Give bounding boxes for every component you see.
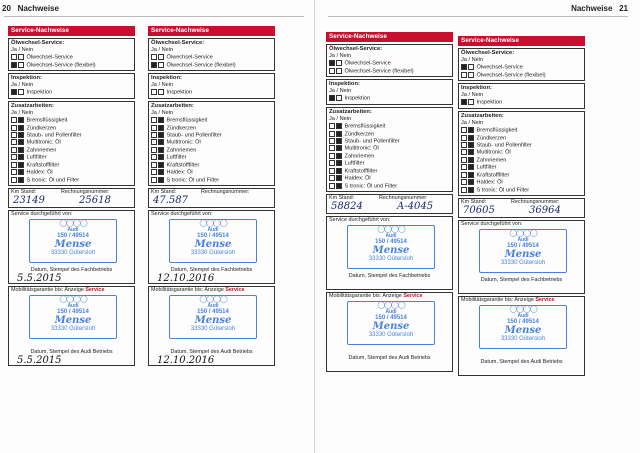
checkbox[interactable] [18,139,24,145]
option-row: Staub- und Pollenfilter [151,132,272,139]
audi-rings-icon: ◯◯◯◯ [59,220,87,228]
checkbox[interactable] [336,60,342,66]
checkbox[interactable] [151,162,157,168]
option-row: Inspektion [329,95,450,102]
mobility-stamp-box: Mobilitätsgarantie bis: Anzeige Service ◯◯◯◯ Audi 150 / 49514 Mense 33330 Gütersloh Datum, Stempel des Audi Betriebs 12.10.2016 [148,286,275,366]
option-row: Zündkerzen [151,125,272,132]
checkbox[interactable] [461,64,467,70]
checkbox[interactable] [151,125,157,131]
option-row: Haldex: Öl [329,175,450,182]
option-row: Haldex: Öl [461,179,582,186]
oil-section: Ölwechsel-Service: Ja / Nein Ölwechsel-Service Ölwechsel-Service (flexibel) [148,38,275,71]
option-row: Multitronic: Öl [329,145,450,152]
handwritten-date: 12.10.2016 [157,354,215,366]
option-row: Kraftstofffilter [329,168,450,175]
checkbox[interactable] [158,177,164,183]
checkbox[interactable] [329,60,335,66]
checkbox[interactable] [18,169,24,175]
checkbox[interactable] [468,135,474,141]
checkbox[interactable] [329,131,335,137]
checkbox[interactable] [11,154,17,160]
service-card [458,36,585,376]
option-row: Ölwechsel-Service [329,60,450,67]
inspection-section: Inspektion: Ja / Nein Inspektion [458,83,585,109]
option-row: Zahnriemen [151,147,272,154]
dealer-stamp: ◯◯◯◯ Audi 150 / 49514 Mense 33330 Gütersloh [169,295,257,339]
audi-rings-icon: ◯◯◯◯ [509,306,537,314]
invoice-value: A-4045 [397,201,434,213]
checkbox[interactable] [11,62,17,68]
checkbox[interactable] [158,169,164,175]
checkbox[interactable] [461,164,467,170]
option-row: Luftfilter [329,160,450,167]
checkbox[interactable] [329,160,335,166]
checkbox[interactable] [461,142,467,148]
invoice-value: 36964 [529,205,561,217]
option-row: Zündkerzen [461,135,582,142]
option-row: Kraftstofffilter [11,162,132,169]
option-row: Zündkerzen [329,131,450,138]
option-row: S tronic: Öl und Filter [11,177,132,184]
km-value: 70605 [463,205,495,217]
checkbox[interactable] [468,172,474,178]
checkbox[interactable] [468,64,474,70]
checkbox[interactable] [329,153,335,159]
section-heading: Inspektion: [461,85,492,92]
checkbox[interactable] [336,175,342,181]
km-invoice-box: Km Stand: Rechnungsnummer: 70605 36964 [458,198,585,218]
checkbox[interactable] [468,187,474,193]
inspection-section: Inspektion: Ja / Nein Inspektion [8,73,135,99]
option-row: Kraftstofffilter [151,162,272,169]
checkbox[interactable] [461,135,467,141]
checkbox[interactable] [158,139,164,145]
checkbox[interactable] [158,62,164,68]
checkbox[interactable] [329,123,335,129]
right-page-header [571,4,628,13]
option-row: Staub- und Pollenfilter [329,138,450,145]
km-value: 47.587 [153,195,188,207]
section-heading: Inspektion: [329,81,360,88]
handwritten-date: 12.10.2016 [157,272,215,284]
option-row: Ölwechsel-Service [151,54,272,61]
section-heading: Ölwechsel-Service: [461,50,515,56]
km-value: 23149 [13,195,45,207]
option-row: Zündkerzen [11,125,132,132]
checkbox[interactable] [336,183,342,189]
option-row: Bremsflüssigkeit [329,123,450,130]
left-page-header [2,4,59,13]
option-row: Bremsflüssigkeit [151,117,272,124]
checkbox[interactable] [336,95,342,101]
dealer-stamp: ◯◯◯◯ Audi 150 / 49514 Mense 33330 Gütersloh [479,229,567,273]
checkbox[interactable] [18,62,24,68]
checkbox[interactable] [11,162,17,168]
checkbox[interactable] [151,154,157,160]
checkbox[interactable] [11,139,17,145]
option-row: Ölwechsel-Service (flexibel) [329,68,450,75]
checkbox[interactable] [336,153,342,159]
checkbox[interactable] [461,72,467,78]
section-heading: Zusatzarbeiten: [11,102,54,109]
option-row: Inspektion [11,89,132,96]
audi-rings-icon: ◯◯◯◯ [59,296,87,304]
checkbox[interactable] [11,54,17,60]
checkbox[interactable] [11,169,17,175]
checkbox[interactable] [468,157,474,163]
card-title: Service-Nachweise [326,32,453,42]
card-title: Service-Nachweise [148,26,275,36]
checkbox[interactable] [468,127,474,133]
audi-rings-icon: ◯◯◯◯ [509,230,537,238]
checkbox[interactable] [151,147,157,153]
option-row: S tronic: Öl und Filter [151,177,272,184]
checkbox[interactable] [151,117,157,123]
checkbox[interactable] [11,117,17,123]
checkbox[interactable] [158,54,164,60]
section-heading: Zusatzarbeiten: [151,102,194,109]
checkbox[interactable] [461,179,467,185]
checkbox[interactable] [18,89,24,95]
audi-rings-icon: ◯◯◯◯ [199,220,227,228]
option-row: Bremsflüssigkeit [11,117,132,124]
option-row: Multitronic: Öl [151,139,272,146]
option-row: S tronic: Öl und Filter [329,183,450,190]
dealer-stamp: ◯◯◯◯ Audi 150 / 49514 Mense 33330 Gütersloh [479,305,567,349]
mobility-stamp-box: Mobilitätsgarantie bis: Anzeige Service ◯◯◯◯ Audi 150 / 49514 Mense 33330 Gütersloh Datum, Stempel des Audi Betriebs 5.5.2015 [8,286,135,366]
dealer-stamp: ◯◯◯◯ Audi 150 / 49514 Mense 33330 Gütersloh [29,219,117,263]
service-card [148,26,275,366]
checkbox[interactable] [151,177,157,183]
option-row: Staub- und Pollenfilter [11,132,132,139]
service-stamp-box: Service durchgeführt von: ◯◯◯◯ Audi 150 / 49514 Mense 33330 Gütersloh Datum, Stempel des Fachbetriebs [326,216,453,290]
mobility-stamp-box: Mobilitätsgarantie bis: Anzeige Service ◯◯◯◯ Audi 150 / 49514 Mense 33330 Gütersloh Datum, Stempel des Audi Betriebs [458,296,585,376]
checkbox[interactable] [336,68,342,74]
option-row: Ölwechsel-Service (flexibel) [11,62,132,69]
checkbox[interactable] [18,117,24,123]
checkbox[interactable] [329,95,335,101]
checkbox[interactable] [11,132,17,138]
section-heading: Zusatzarbeiten: [461,112,504,119]
checkbox[interactable] [336,123,342,129]
checkbox[interactable] [151,169,157,175]
oil-section: Ölwechsel-Service: Ja / Nein Ölwechsel-Service Ölwechsel-Service (flexibel) [458,48,585,81]
dealer-stamp: ◯◯◯◯ Audi 150 / 49514 Mense 33330 Gütersloh [169,219,257,263]
checkbox[interactable] [18,177,24,183]
checkbox[interactable] [336,138,342,144]
checkbox[interactable] [468,72,474,78]
option-row: Multitronic: Öl [11,139,132,146]
checkbox[interactable] [18,147,24,153]
option-row: Zahnriemen [461,157,582,164]
km-invoice-box: Km Stand: Rechnungsnummer: 58824 A-4045 [326,194,453,214]
service-card [326,32,453,372]
service-stamp-box: Service durchgeführt von: ◯◯◯◯ Audi 150 / 49514 Mense 33330 Gütersloh Datum, Stempel des Fachbetriebs 12.10.2016 [148,210,275,284]
invoice-value: 25618 [79,195,111,207]
option-row: Zahnriemen [329,153,450,160]
option-row: Ölwechsel-Service [11,54,132,61]
checkbox[interactable] [151,132,157,138]
checkbox[interactable] [18,125,24,131]
checkbox[interactable] [11,177,17,183]
checkbox[interactable] [329,68,335,74]
inspection-section: Inspektion: Ja / Nein Inspektion [326,79,453,105]
checkbox[interactable] [151,54,157,60]
checkbox[interactable] [468,142,474,148]
section-heading: Zusatzarbeiten: [329,108,372,115]
checkbox[interactable] [329,145,335,151]
option-row: S tronic: Öl und Filter [461,187,582,194]
audi-rings-icon: ◯◯◯◯ [377,302,405,310]
checkbox[interactable] [158,125,164,131]
checkbox[interactable] [329,168,335,174]
extra-section: Zusatzarbeiten: Ja / Nein Bremsflüssigkeit Zündkerzen Staub- und Pollenfilter Multitronic: Öl Zahnriemen Luftfilter Kraftstofffilter Haldex: Öl S tronic: Öl und Filter [8,101,135,186]
card-title: Service-Nachweise [8,26,135,36]
option-row: Bremsflüssigkeit [461,127,582,134]
option-row: Luftfilter [151,154,272,161]
checkbox[interactable] [18,54,24,60]
checkbox[interactable] [336,131,342,137]
dealer-stamp: ◯◯◯◯ Audi 150 / 49514 Mense 33330 Gütersloh [29,295,117,339]
handwritten-date: 5.5.2015 [17,354,62,366]
oil-section: Ölwechsel-Service: Ja / Nein Ölwechsel-Service Ölwechsel-Service (flexibel) [8,38,135,71]
checkbox[interactable] [18,154,24,160]
checkbox[interactable] [468,179,474,185]
extra-section: Zusatzarbeiten: Ja / Nein Bremsflüssigkeit Zündkerzen Staub- und Pollenfilter Multitronic: Öl Zahnriemen Luftfilter Kraftstofffilter Haldex: Öl S tronic: Öl und Filter [458,111,585,196]
service-stamp-box: Service durchgeführt von: ◯◯◯◯ Audi 150 / 49514 Mense 33330 Gütersloh Datum, Stempel des Fachbetriebs [458,220,585,294]
checkbox[interactable] [329,175,335,181]
checkbox[interactable] [158,162,164,168]
extra-section: Zusatzarbeiten: Ja / Nein Bremsflüssigkeit Zündkerzen Staub- und Pollenfilter Multitronic: Öl Zahnriemen Luftfilter Kraftstofffilter Haldex: Öl S tronic: Öl und Filter [326,107,453,192]
extra-section: Zusatzarbeiten: Ja / Nein Bremsflüssigkeit Zündkerzen Staub- und Pollenfilter Multitronic: Öl Zahnriemen Luftfilter Kraftstofffilter Haldex: Öl S tronic: Öl und Filter [148,101,275,186]
mobility-stamp-box: Mobilitätsgarantie bis: Anzeige Service ◯◯◯◯ Audi 150 / 49514 Mense 33330 Gütersloh Datum, Stempel des Audi Betriebs [326,292,453,372]
service-card [8,26,135,366]
handwritten-date: 5.5.2015 [17,272,62,284]
option-row: Kraftstofffilter [461,172,582,179]
audi-rings-icon: ◯◯◯◯ [377,226,405,234]
section-heading: Inspektion: [11,75,42,82]
section-heading: Ölwechsel-Service: [151,40,205,46]
km-value: 58824 [331,201,363,213]
option-row: Inspektion [151,89,272,96]
checkbox[interactable] [18,162,24,168]
page-title: Nachweise [17,4,59,13]
checkbox[interactable] [151,139,157,145]
checkbox[interactable] [468,99,474,105]
oil-section: Ölwechsel-Service: Ja / Nein Ölwechsel-Service Ölwechsel-Service (flexibel) [326,44,453,77]
page-number: 20 [2,4,11,13]
checkbox[interactable] [158,154,164,160]
option-row: Ölwechsel-Service [461,64,582,71]
km-invoice-box: Km Stand: Rechnungsnummer: 23149 25618 [8,188,135,208]
checkbox[interactable] [461,127,467,133]
option-row: Luftfilter [461,164,582,171]
checkbox[interactable] [151,62,157,68]
checkbox[interactable] [468,164,474,170]
checkbox[interactable] [18,132,24,138]
option-row: Haldex: Öl [151,169,272,176]
checkbox[interactable] [336,168,342,174]
checkbox[interactable] [329,183,335,189]
checkbox[interactable] [158,147,164,153]
checkbox[interactable] [11,89,17,95]
km-invoice-box: Km Stand: Rechnungsnummer: 47.587 [148,188,275,208]
checkbox[interactable] [461,172,467,178]
checkbox[interactable] [461,99,467,105]
option-row: Zahnriemen [11,147,132,154]
checkbox[interactable] [461,149,467,155]
checkbox[interactable] [11,125,17,131]
checkbox[interactable] [151,89,157,95]
checkbox[interactable] [461,157,467,163]
section-heading: Ölwechsel-Service: [329,46,383,52]
section-heading: Ölwechsel-Service: [11,40,65,46]
option-row: Luftfilter [11,154,132,161]
checkbox[interactable] [158,117,164,123]
section-heading: Inspektion: [151,75,182,82]
checkbox[interactable] [158,89,164,95]
option-row: Inspektion [461,99,582,106]
option-row: Haldex: Öl [11,169,132,176]
checkbox[interactable] [468,149,474,155]
service-stamp-box: Service durchgeführt von: ◯◯◯◯ Audi 150 / 49514 Mense 33330 Gütersloh Datum, Stempel des Fachbetriebs 5.5.2015 [8,210,135,284]
option-row: Ölwechsel-Service (flexibel) [461,72,582,79]
checkbox[interactable] [336,160,342,166]
audi-rings-icon: ◯◯◯◯ [199,296,227,304]
dealer-stamp: ◯◯◯◯ Audi 150 / 49514 Mense 33330 Gütersloh [347,301,435,345]
page-number: 21 [619,4,628,13]
option-row: Multitronic: Öl [461,149,582,156]
option-row: Staub- und Pollenfilter [461,142,582,149]
dealer-stamp: ◯◯◯◯ Audi 150 / 49514 Mense 33330 Gütersloh [347,225,435,269]
checkbox[interactable] [461,187,467,193]
page-title: Nachweise [571,4,613,13]
checkbox[interactable] [11,147,17,153]
checkbox[interactable] [329,138,335,144]
checkbox[interactable] [336,145,342,151]
card-title: Service-Nachweise [458,36,585,46]
option-row: Ölwechsel-Service (flexibel) [151,62,272,69]
checkbox[interactable] [158,132,164,138]
inspection-section: Inspektion: Ja / Nein Inspektion [148,73,275,99]
